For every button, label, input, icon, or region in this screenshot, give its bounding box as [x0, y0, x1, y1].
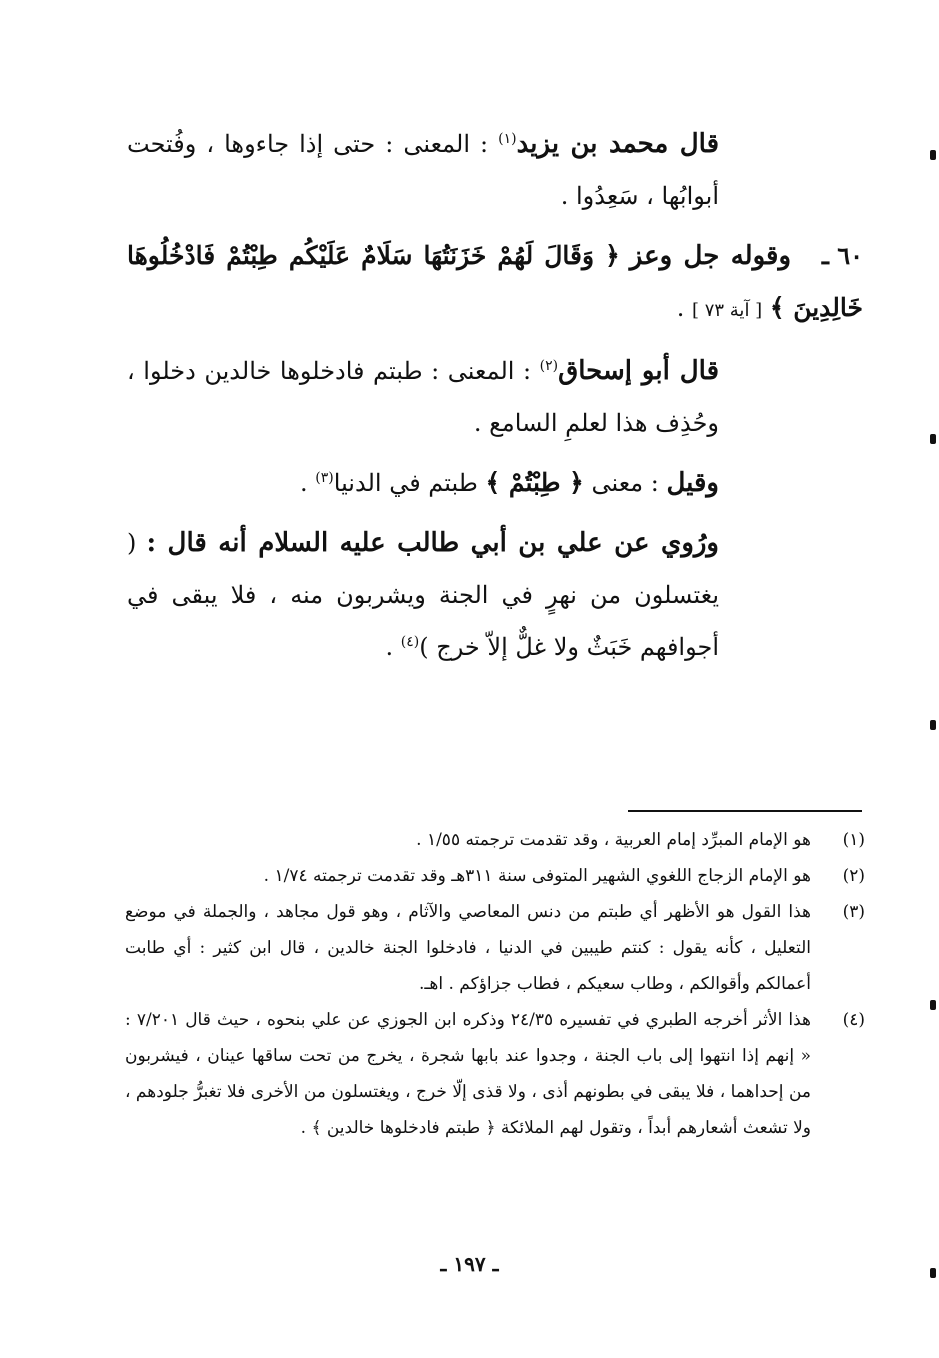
footnote-4: [125, 1002, 865, 1146]
paragraph-3: [127, 345, 791, 449]
footnotes: [125, 822, 865, 1146]
paragraph-2-end: .: [676, 294, 692, 322]
footnote-3: [125, 894, 865, 1002]
page-number: ـ ١٩٧ ـ: [440, 1252, 499, 1276]
margin-mark: [930, 720, 936, 730]
footnote-text: هذا القول هو الأظهر أي طبتم من دنس المعاصي والآثام ، وهو قول مجاهد ، والجملة في موضع التعليل ، كأنه يقول : كنتم طيبين في الدنيا ، فادخلوا الجنة خالدين ، قال ابن كثير : أي طابت أعمالكم وأقوالكم ، وطاب سعيكم ، فطاب جزاؤكم . اهـ.: [125, 902, 811, 994]
footnote-2: [125, 858, 865, 894]
margin-mark: [930, 1268, 936, 1278]
footnote-marker-2: (٢): [539, 358, 559, 374]
footnote-marker-3: (٣): [315, 470, 334, 486]
entry-number: ٦٠ ـ: [821, 241, 863, 270]
footnote-marker-4: (٤): [400, 634, 420, 650]
paragraph-1-lead: قال محمد بن يزيد: [516, 129, 720, 159]
paragraph-5-end: .: [385, 633, 401, 661]
paragraph-4-text-1: : معنى: [583, 469, 667, 497]
quran-word: ﴿ طِبْتُمْ ﴾: [485, 468, 584, 497]
paragraph-1: [127, 118, 791, 222]
footnote-divider: [628, 810, 862, 812]
paragraph-1-text: : المعنى : حتى إذا جاءوها ، وفُتحت أبوابُها ، سَعِدُوا .: [127, 130, 719, 210]
margin-mark: [930, 1000, 936, 1010]
paragraph-4: [127, 457, 791, 509]
paragraph-5: [127, 517, 791, 673]
margin-mark: [930, 150, 936, 160]
paragraph-5-text: ( يغتسلون من نهرٍ في الجنة ويشربون منه ، فلا يبقى في أجوافهم خَبَثٌ ولا غلٌّ إلاّ خرج ): [127, 529, 719, 661]
footnote-number: (١): [842, 830, 865, 850]
paragraph-5-lead: ورُوي عن علي بن أبي طالب عليه السلام أنه قال :: [146, 528, 719, 558]
footnote-number: (٤): [842, 1010, 865, 1030]
footnote-number: (٣): [842, 902, 865, 922]
margin-mark: [930, 434, 936, 444]
quran-verse: ﴿ وَقَالَ لَهُمْ خَزَنَتُهَا سَلَامٌ عَلَيْكُم طِبْتُمْ فَادْخُلُوهَا خَالِدِينَ ﴾: [127, 241, 863, 322]
footnote-1: [125, 822, 865, 858]
paragraph-4-text-2: طبتم في الدنيا: [333, 469, 486, 497]
verse-reference: [ آية ٧٣ ]: [691, 300, 763, 321]
footnote-text: هو الإمام المبرِّد إمام العربية ، وقد تقدمت ترجمته ١/٥٥ .: [416, 830, 811, 850]
paragraph-2-lead: وقوله جل وعز: [629, 241, 791, 271]
main-text: [127, 118, 863, 681]
footnote-number: (٢): [842, 866, 865, 886]
paragraph-3-text: : المعنى : طبتم فادخلوها خالدين دخلوا ، وحُذِف هذا لعلمِ السامع .: [127, 357, 719, 437]
paragraph-4-end: .: [300, 469, 316, 497]
paragraph-3-lead: قال أبو إسحاق: [558, 356, 719, 386]
footnote-marker-1: (١): [498, 131, 517, 147]
paragraph-4-lead: وقيل: [666, 468, 719, 498]
footnote-text: هذا الأثر أخرجه الطبري في تفسيره ٢٤/٣٥ وذكره ابن الجوزي عن علي بنحوه ، حيث قال ٧/٢٠١ : « إنهم إذا انتهوا إلى باب الجنة ، وجدوا عند بابها شجرة ، يخرج من تحت ساقها عينان ، فيشربون من إحداهما ، فلا يبقى في بطونهم أذى ، ولا قذى إلّا خرج ، ويغتسلون من الأخرى فلا تغبرُّ جلودهم ، ولا تشعث أشعارهم أبداً ، وتقول لهم الملائكة ﴿ طبتم فادخلوها خالدين ﴾ .: [125, 1010, 812, 1138]
footnote-text: هو الإمام الزجاج اللغوي الشهير المتوفى سنة ٣١١هـ وقد تقدمت ترجمته ١/٧٤ .: [263, 866, 811, 886]
paragraph-2: [127, 230, 863, 337]
